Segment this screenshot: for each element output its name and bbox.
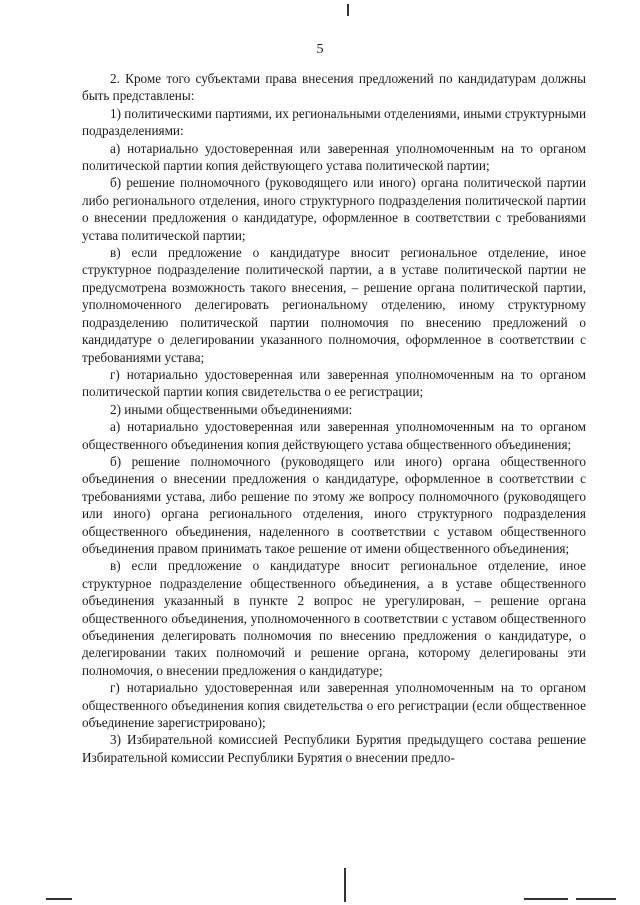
paragraph: 2) иными общественными объединениями: <box>110 401 353 417</box>
scan-mark-left-bottom <box>46 898 72 900</box>
paragraph: б) решение полномочного (руководящего или иного) органа политической партии либо регионального отделения, иного структурного подразделения политической партии о внесении предложения о кандидатуре, оформленное в соответствии с требованиями устава политической партии; <box>82 175 586 243</box>
paragraph: в) если предложение о кандидатуре вносит региональное отделение, иное структурное подразделение политической партии, а в уставе политической партии не предусмотрена возможность такого внесения, – решение органа политической партии, уполномоченного делегировать региональному отделению, иному структурному подразделению политической партии полномочия по внесению предложений о кандидатуре о делегировании указанного полномочия, оформленное в соответствии с требованиями устава; <box>82 245 586 365</box>
scan-mark-right-bottom-1 <box>524 898 568 900</box>
paragraph: б) решение полномочного (руководящего или иного) органа общественного объединения о внесении предложения о кандидатуре, оформленное в соответствии с требованиями устава, либо решение по этому же вопросу полномочного (руководящего или иного) органа регионального отделения, иного структурного подразделения общественного объединения, наделенного в соответствии с уставом общественного объединения правом принимать такое решение от имени общественного объединения; <box>82 453 586 556</box>
paragraph: 1) политическими партиями, их региональными отделениями, иными структурными подразделениями: <box>82 105 586 139</box>
paragraph: в) если предложение о кандидатуре вносит региональное отделение, иное структурное подразделение общественного объединения, а в уставе общественного объединения указанный в пункте 2 вопрос не урегулирован, – решение органа общественного объединения, уполномоченного в соответствии с уставом общественного объединения делегировать полномочия по внесению предложения о кандидатуре, о делегировании таких полномочий и решение органа, которому делегированы эти полномочия, о внесении предложения о кандидатуре; <box>82 558 586 678</box>
scan-mark-center-bottom <box>344 868 346 902</box>
paragraph: а) нотариально удостоверенная или заверенная уполномоченным на то органом общественного объединения копия действующего устава общественного объединения; <box>82 419 586 452</box>
paragraph: г) нотариально удостоверенная или заверенная уполномоченным на то органом общественного объединения копия свидетельства о его регистрации (если общественное объединение зарегистрировано); <box>82 680 586 731</box>
scan-mark-top <box>347 4 349 16</box>
paragraph: 2. Кроме того субъектами права внесения предложений по кандидатурам должны быть представлены: <box>82 71 586 104</box>
document-body <box>82 70 586 766</box>
page-number: 5 <box>316 42 324 57</box>
paragraph: а) нотариально удостоверенная или заверенная уполномоченным на то органом политической партии копия действующего устава политической партии; <box>82 140 586 174</box>
scan-mark-right-bottom-2 <box>576 898 616 900</box>
paragraph: 3) Избирательной комиссией Республики Бурятия предыдущего состава решение Избирательной комиссии Республики Бурятия о внесении предло- <box>82 732 586 765</box>
paragraph: г) нотариально удостоверенная или заверенная уполномоченным на то органом политической партии копия свидетельства о ее регистрации; <box>82 366 586 400</box>
